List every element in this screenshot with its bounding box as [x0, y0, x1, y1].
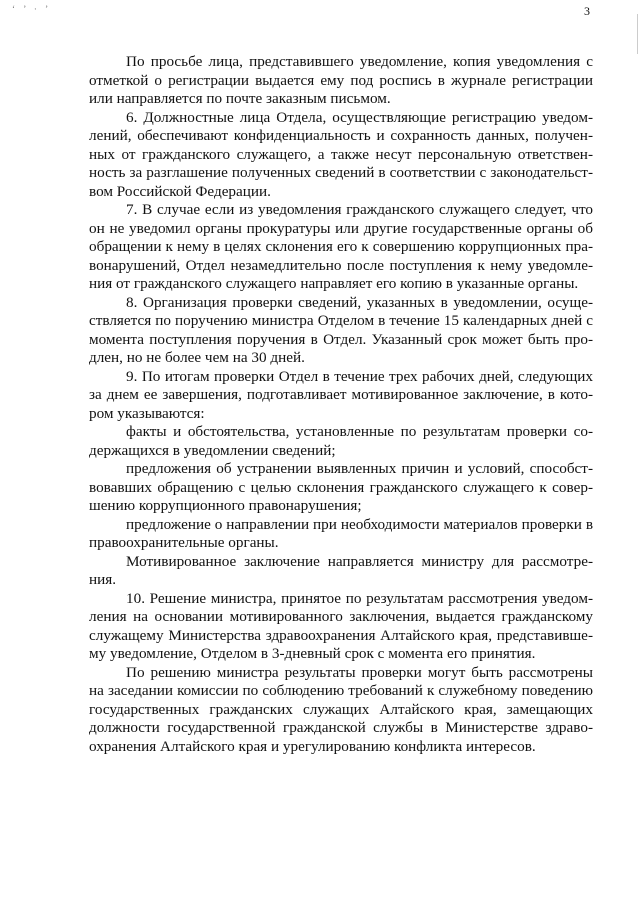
paragraph-10: 10. Решение министра, принятое по результатам рассмотрения уведомления на основании мотивированного заключения, выдается гражданскому служащему Министерства здравоохранения Алтайского края, представившему уведомление, Отделом в 3-дневный срок с момента его принятия. [89, 589, 593, 662]
paragraph-9: 9. По итогам проверки Отдел в течение трех рабочих дней, следующих за днем ее завершения, подготавливает мотивированное заключение, в котором указываются: [89, 367, 593, 422]
paragraph-9-item-facts: факты и обстоятельства, установленные по результатам проверки содержащихся в уведомлении сведений; [89, 423, 593, 459]
paragraph-8: 8. Организация проверки сведений, указанных в уведомлении, осуществляется по поручению министра Отделом в течение 15 календарных дней с момента поступления поручения в Отдел. Указанный срок может быть продлен, но не более чем на 30 дней. [89, 293, 593, 366]
paragraph-9-item-referral: предложение о направлении при необходимости материалов проверки в правоохранительные органы. [89, 515, 593, 551]
paragraph-6: 6. Должностные лица Отдела, осуществляющие регистрацию уведомлений, обеспечивают конфиденциальность и сохранность данных, полученных от гражданского служащего, а также несут персональную ответственность за разглашение полученных сведений в соответствии с законодательством Российской Федерации. [89, 108, 593, 200]
document-body [89, 53, 593, 756]
scan-edge-mark [637, 14, 638, 54]
page-number: 3 [584, 4, 590, 18]
paragraph-9-item-proposals: предложения об устранении выявленных причин и условий, способствовавших обращению с целью склонения гражданского служащего к совершению коррупционного правонарушения; [89, 460, 593, 514]
paragraph-copy-notice: По просьбе лица, представившего уведомление, копия уведомления с отметкой о регистрации выдается ему под роспись в журнале регистрации или направляется по почте заказным письмом. [89, 53, 593, 107]
paragraph-7: 7. В случае если из уведомления гражданского служащего следует, что он не уведомил органы прокуратуры или другие государственные органы об обращении к нему в целях склонения его к совершению коррупционных правонарушений, Отдел незамедлительно после поступления к нему уведомления от гражданского служащего направляет его копию в указанные органы. [89, 201, 593, 292]
paragraph-commission: По решению министра результаты проверки могут быть рассмотрены на заседании комиссии по соблюдению требований к служебному поведению государственных гражданских служащих Алтайского края, замещающих должности государственной гражданской службы в Министерстве здравоохранения Алтайского края и урегулированию конфликта интересов. [89, 663, 593, 755]
paragraph-conclusion-sent: Мотивированное заключение направляется министру для рассмотрения. [89, 552, 593, 588]
scan-marks: ‘ ’ · ’ [12, 4, 52, 14]
